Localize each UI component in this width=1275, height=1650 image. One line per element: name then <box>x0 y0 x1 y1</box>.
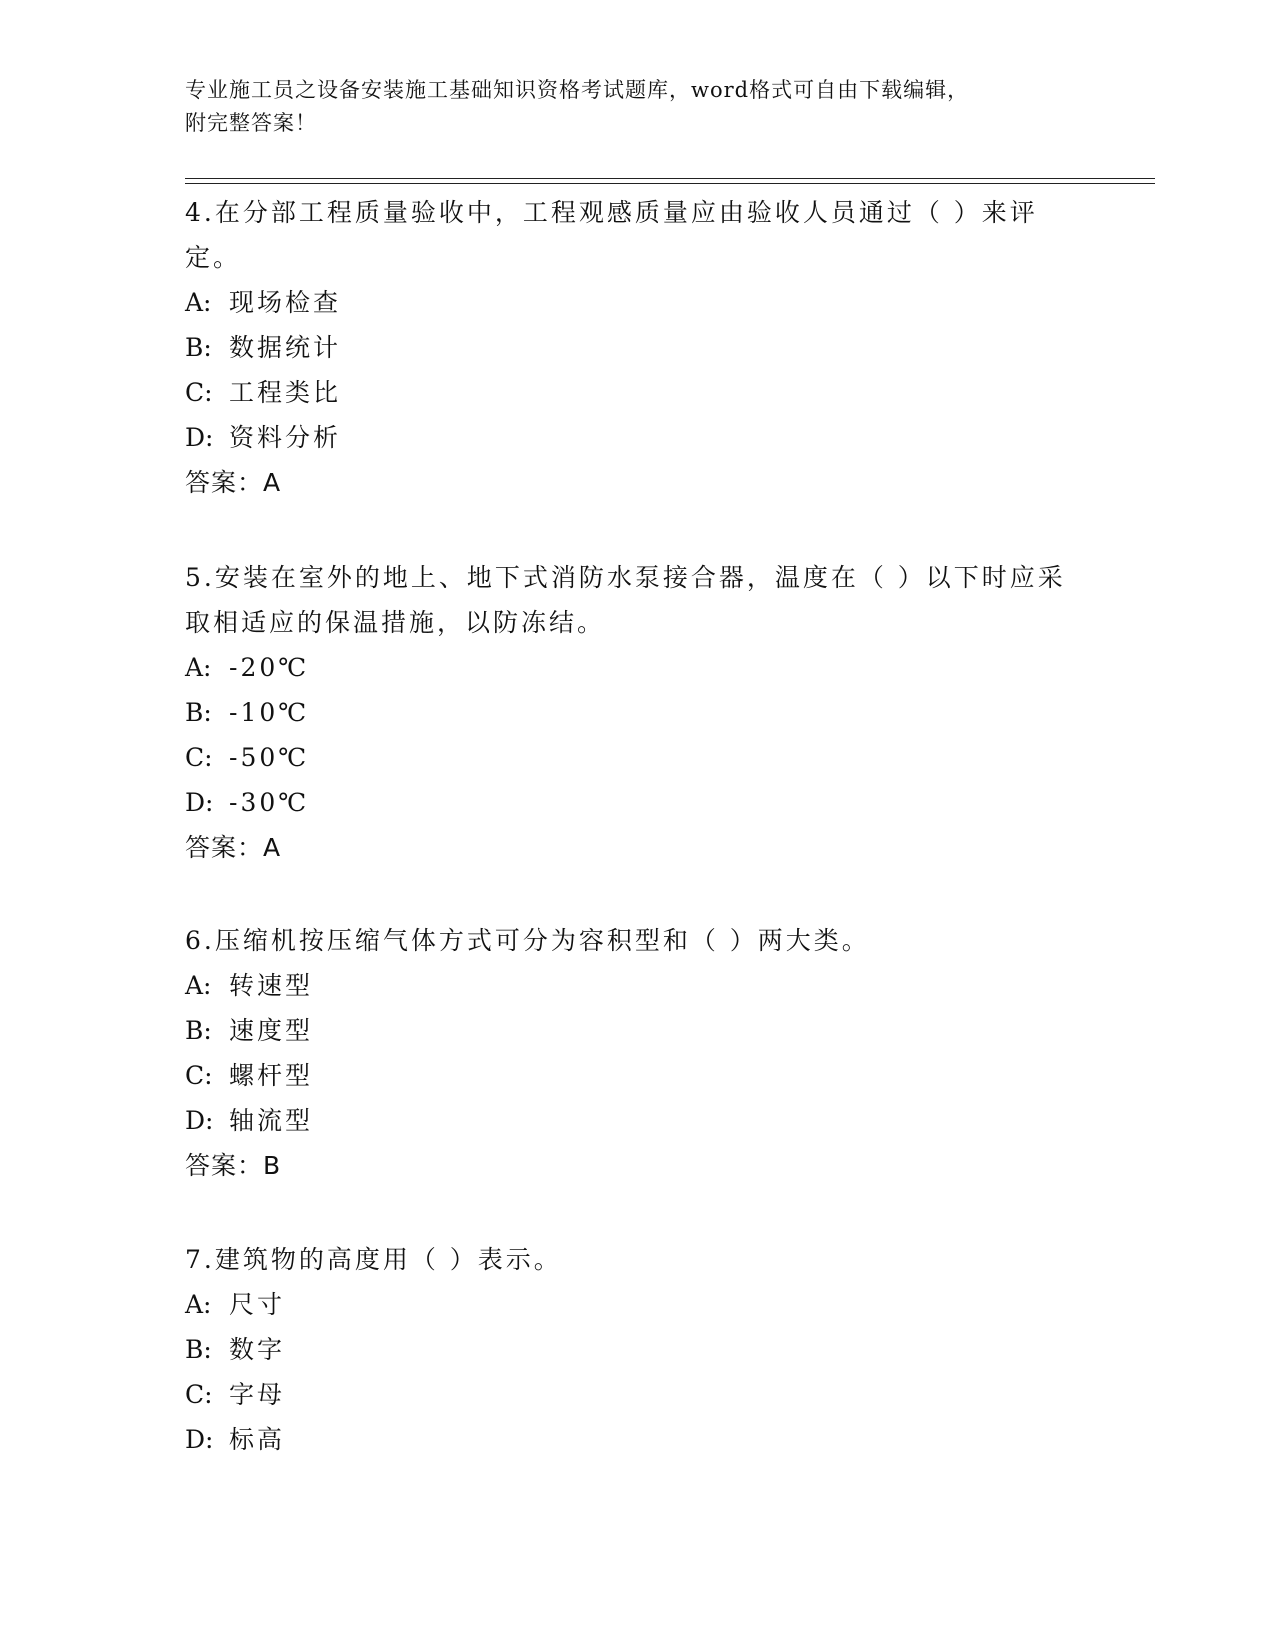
option-c <box>185 1372 1085 1417</box>
document-header <box>185 74 1065 140</box>
question-5 <box>185 555 1085 870</box>
option-text: 资料分析 <box>229 423 342 452</box>
option-a <box>185 963 1085 1008</box>
option-text: 现场检查 <box>229 288 342 317</box>
question-stem: 6.压缩机按压缩气体方式可分为容积型和（ ）两大类。 <box>185 926 870 955</box>
option-key: A: <box>185 1290 212 1319</box>
option-text: -20℃ <box>229 653 310 682</box>
option-text: -50℃ <box>229 743 310 772</box>
header-line-2: 附完整答案！ <box>185 111 317 135</box>
header-line-1: 专业施工员之设备安装施工基础知识资格考试题库，word格式可自由下载编辑， <box>185 78 970 102</box>
answer-line: 答案：A <box>185 468 282 497</box>
option-text: 转速型 <box>229 971 314 1000</box>
option-a <box>185 280 1085 325</box>
option-a <box>185 1282 1085 1327</box>
option-a <box>185 645 1085 690</box>
question-stem: 7.建筑物的高度用（ ）表示。 <box>185 1245 562 1274</box>
option-key: D: <box>185 1106 214 1135</box>
option-text: -30℃ <box>229 788 310 817</box>
option-key: C: <box>185 1380 213 1409</box>
option-key: D: <box>185 788 214 817</box>
option-d <box>185 1098 1085 1143</box>
option-key: A: <box>185 653 212 682</box>
option-b <box>185 325 1085 370</box>
option-text: -10℃ <box>229 698 310 727</box>
option-text: 尺寸 <box>229 1290 286 1319</box>
answer-line: 答案：A <box>185 833 282 862</box>
question-6 <box>185 918 1085 1188</box>
option-text: 螺杆型 <box>229 1061 314 1090</box>
option-key: C: <box>185 1061 213 1090</box>
option-key: B: <box>185 333 212 362</box>
option-text: 数据统计 <box>229 333 342 362</box>
option-key: B: <box>185 1335 212 1364</box>
option-b <box>185 690 1085 735</box>
option-b <box>185 1008 1085 1053</box>
option-b <box>185 1327 1085 1372</box>
question-stem: 5.安装在室外的地上、地下式消防水泵接合器，温度在（ ）以下时应采取相适应的保温措施，以防冻结。 <box>185 563 1066 637</box>
option-key: C: <box>185 378 213 407</box>
option-key: C: <box>185 743 213 772</box>
option-c <box>185 1053 1085 1098</box>
option-text: 工程类比 <box>229 378 342 407</box>
option-d <box>185 1417 1085 1462</box>
option-d <box>185 415 1085 460</box>
option-text: 数字 <box>229 1335 286 1364</box>
option-text: 轴流型 <box>229 1106 314 1135</box>
option-text: 速度型 <box>229 1016 314 1045</box>
question-7 <box>185 1237 1085 1462</box>
option-text: 字母 <box>229 1380 286 1409</box>
option-d <box>185 780 1085 825</box>
option-c <box>185 370 1085 415</box>
option-key: A: <box>185 971 212 1000</box>
option-key: B: <box>185 698 212 727</box>
option-text: 标高 <box>229 1425 286 1454</box>
question-4 <box>185 190 1085 505</box>
header-divider-top <box>185 178 1155 179</box>
option-key: D: <box>185 1425 214 1454</box>
question-stem: 4.在分部工程质量验收中，工程观感质量应由验收人员通过（ ）来评定。 <box>185 198 1038 272</box>
option-c <box>185 735 1085 780</box>
option-key: B: <box>185 1016 212 1045</box>
option-key: D: <box>185 423 214 452</box>
option-key: A: <box>185 288 212 317</box>
answer-line: 答案：B <box>185 1151 282 1180</box>
header-divider-bottom <box>185 183 1155 184</box>
